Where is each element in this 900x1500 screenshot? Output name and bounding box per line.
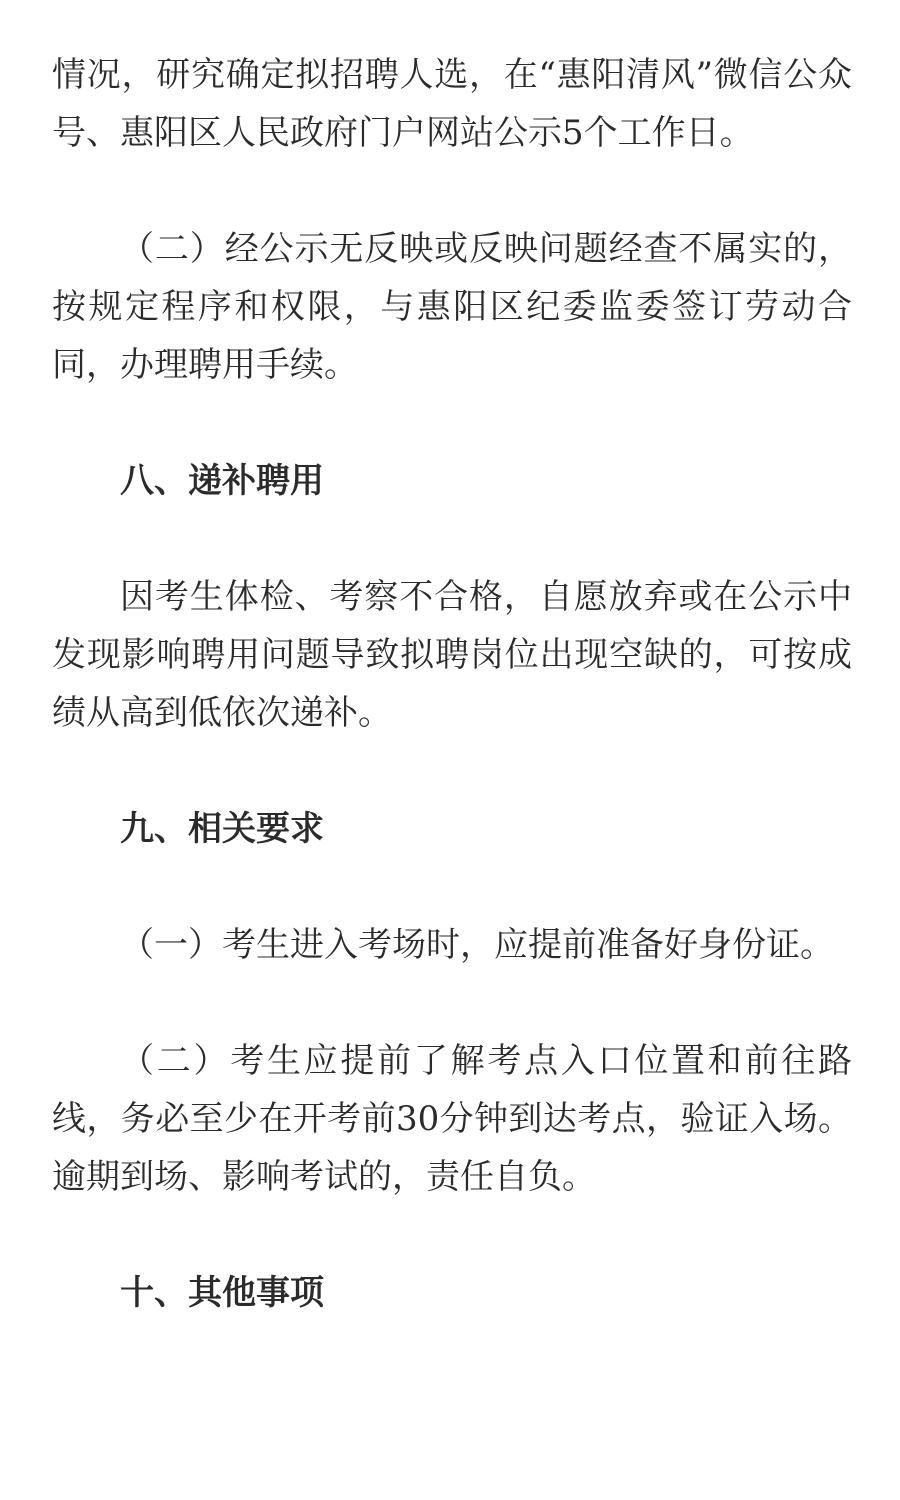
paragraph-replacement-rule: 因考生体检、考察不合格，自愿放弃或在公示中发现影响聘用问题导致拟聘岗位出现空缺的，可按成绩从高到低依次递补。 [52,577,852,733]
section-heading-other-matters: 十、其他事项 [120,1273,324,1313]
section-heading-requirements: 九、相关要求 [120,809,324,849]
article-body [52,46,852,1322]
section-heading-replacement: 八、递补聘用 [120,461,324,501]
paragraph-publicity-continued: 情况，研究确定拟招聘人选，在“惠阳清风”微信公众号、惠阳区人民政府门户网站公示5个工作日。 [52,55,852,153]
paragraph-contract-signing: （二）经公示无反映或反映问题经查不属实的，按规定程序和权限，与惠阳区纪委监委签订劳动合同，办理聘用手续。 [52,229,852,385]
paragraph-requirement-arrival: （二）考生应提前了解考点入口位置和前往路线，务必至少在开考前30分钟到达考点，验证入场。逾期到场、影响考试的，责任自负。 [52,1041,852,1197]
paragraph-requirement-id: （一）考生进入考场时，应提前准备好身份证。 [120,925,834,965]
